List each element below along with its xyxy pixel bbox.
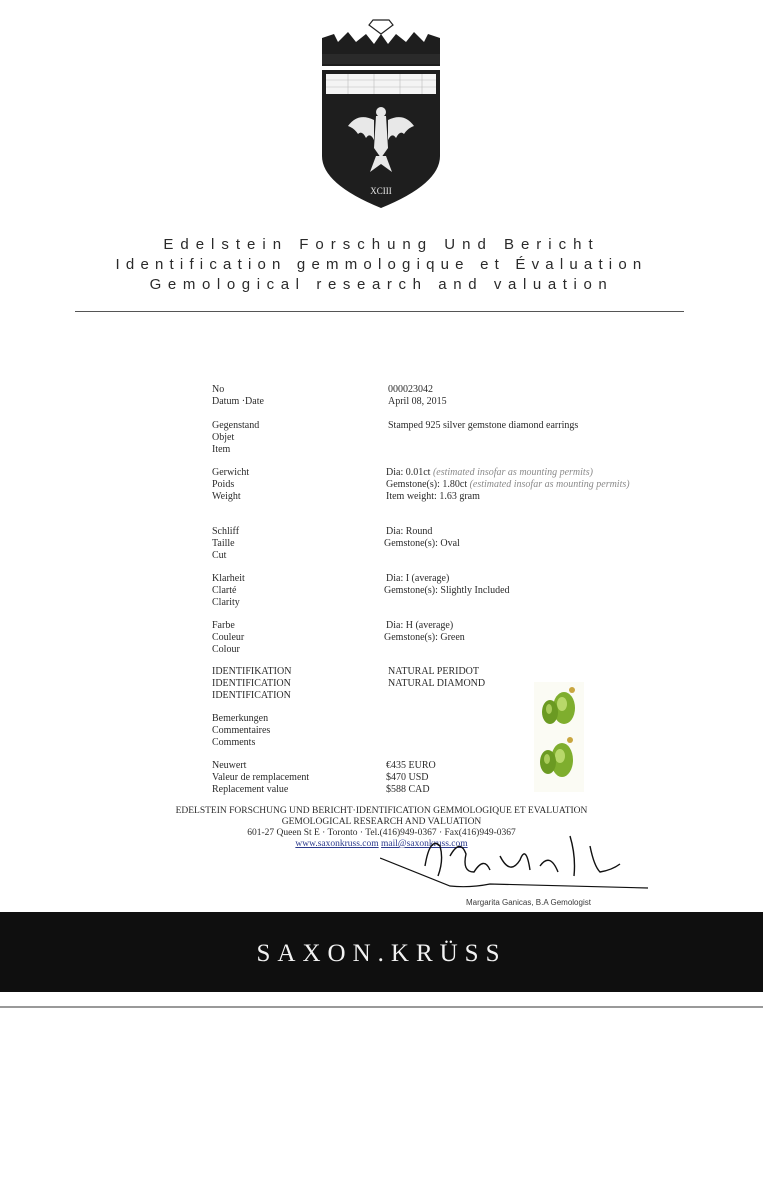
label-klarheit: Klarheit xyxy=(212,573,245,584)
label-commentaires: Commentaires xyxy=(212,725,271,736)
label-poids: Poids xyxy=(212,479,235,490)
value-weight-dia-note: (estimated insofar as mounting permits) xyxy=(432,467,593,478)
header-line-english: Gemological research and valuation xyxy=(149,276,614,293)
value-date: April 08, 2015 xyxy=(388,396,447,407)
label-neuwert: Neuwert xyxy=(212,760,247,771)
footer-line-2: GEMOLOGICAL RESEARCH AND VALUATION xyxy=(281,817,482,827)
signer-name: Margarita Ganicas, B.A Gemologist xyxy=(466,898,591,907)
header-divider xyxy=(75,311,684,312)
value-item-weight: Item weight: 1.63 gram xyxy=(386,491,480,502)
value-number: 000023042 xyxy=(388,384,433,395)
label-schliff: Schliff xyxy=(212,526,240,537)
earrings-photo xyxy=(534,682,584,792)
value-cut-gemstone: Gemstone(s): Oval xyxy=(384,538,460,549)
crest-logo xyxy=(318,16,444,212)
label-colour: Colour xyxy=(212,644,240,655)
value-clarity-gemstone: Gemstone(s): Slightly Included xyxy=(384,585,510,596)
label-identification-en: IDENTIFICATION xyxy=(212,690,291,701)
label-bemerkungen: Bemerkungen xyxy=(212,713,269,724)
label-comments: Comments xyxy=(212,737,256,748)
label-cut: Cut xyxy=(212,550,227,561)
signature xyxy=(380,826,650,896)
value-usd: $470 USD xyxy=(386,772,429,783)
value-weight-gemstone-note: (estimated insofar as mounting permits) xyxy=(469,479,630,490)
label-farbe: Farbe xyxy=(212,620,235,631)
value-euro: €435 EURO xyxy=(386,760,436,771)
value-clarity-dia: Dia: I (average) xyxy=(386,573,450,584)
label-taille: Taille xyxy=(212,538,235,549)
footer-line-1: EDELSTEIN FORSCHUNG UND BERICHT·IDENTIFICATION GEMMOLOGIQUE ET EVALUATION xyxy=(175,806,588,816)
header-line-french: Identification gemmologique et Évaluation xyxy=(115,256,648,273)
label-weight: Weight xyxy=(212,491,241,502)
value-colour-dia: Dia: H (average) xyxy=(386,620,454,631)
label-identifikation: IDENTIFIKATION xyxy=(212,666,292,677)
footer-address: 601-27 Queen St E · Toronto · Tel.(416)949-0367 · Fax(416)949-0367 xyxy=(247,828,516,838)
email-link[interactable]: mail@saxonkruss.com xyxy=(381,839,468,849)
value-item: Stamped 925 silver gemstone diamond earrings xyxy=(388,420,579,431)
label-couleur: Couleur xyxy=(212,632,245,643)
value-identification-2: NATURAL DIAMOND xyxy=(388,678,486,689)
label-date: Datum ·Date xyxy=(212,396,264,407)
website-link[interactable]: www.saxonkruss.com xyxy=(295,839,379,849)
label-no: No xyxy=(212,384,225,395)
label-clarity: Clarity xyxy=(212,597,240,608)
label-identification-fr: IDENTIFICATION xyxy=(212,678,291,689)
brand-name: SAXON.KRÜSS xyxy=(256,940,507,967)
header-line-german: Edelstein Forschung Und Bericht xyxy=(163,236,600,253)
crest-text: XCIII xyxy=(370,186,392,196)
label-replacement-value: Replacement value xyxy=(212,784,289,795)
value-colour-gemstone: Gemstone(s): Green xyxy=(384,632,465,643)
value-cut-dia: Dia: Round xyxy=(386,526,433,537)
value-weight-dia: Dia: 0.01ct (estimated insofar as mounting permits) xyxy=(386,467,593,478)
label-gegenstand: Gegenstand xyxy=(212,420,260,431)
value-identification-1: NATURAL PERIDOT xyxy=(388,666,480,677)
label-objet: Objet xyxy=(212,432,235,443)
label-clarte: Clarté xyxy=(212,585,237,596)
label-gerwicht: Gerwicht xyxy=(212,467,250,478)
value-cad: $588 CAD xyxy=(386,784,430,795)
label-valeur: Valeur de remplacement xyxy=(212,772,310,783)
label-item: Item xyxy=(212,444,231,455)
bottom-divider xyxy=(0,1006,763,1008)
value-weight-gemstone: Gemstone(s): 1.80ct (estimated insofar as mounting permits) xyxy=(386,479,630,490)
